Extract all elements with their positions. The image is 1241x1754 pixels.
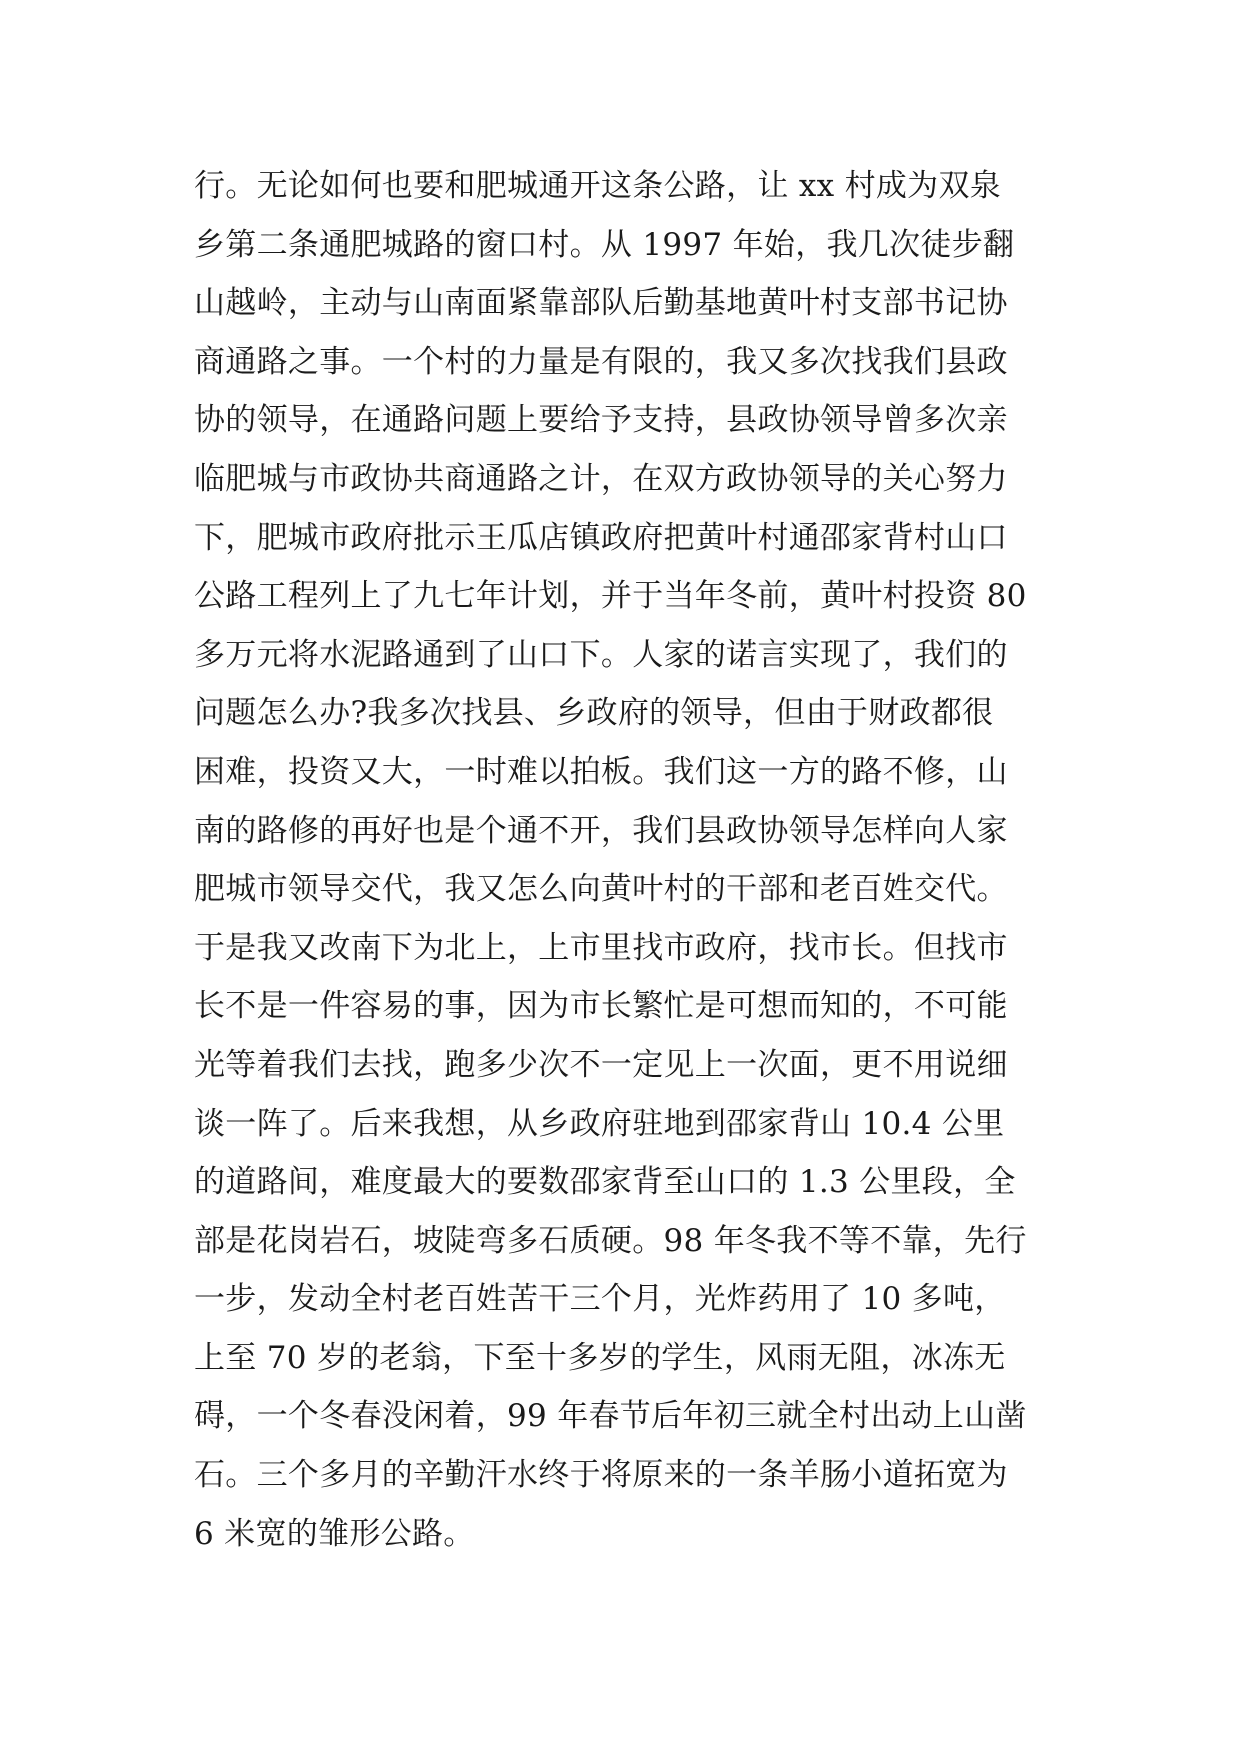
text-line: 谈一阵了。后来我想，从乡政府驻地到邵家背山 10.4 公里: [194, 1105, 1005, 1142]
text-line: 困难，投资又大，一时难以拍板。我们这一方的路不修，山: [194, 753, 1008, 790]
text-line: 临肥城与市政协共商通路之计，在双方政协领导的关心努力: [194, 460, 1008, 497]
text-line: 山越岭，主动与山南面紧靠部队后勤基地黄叶村支部书记协: [194, 285, 1008, 322]
text-line: 问题怎么办?我多次找县、乡政府的领导，但由于财政都很: [194, 695, 994, 732]
text-line: 一步，发动全村老百姓苦干三个月，光炸药用了 10 多吨，: [194, 1281, 1006, 1318]
text-line: 光等着我们去找，跑多少次不一定见上一次面，更不用说细: [194, 1046, 1008, 1083]
text-line: 公路工程列上了九七年计划，并于当年冬前，黄叶村投资 80: [194, 578, 1027, 615]
text-line: 乡第二条通肥城路的窗口村。从 1997 年始，我几次徒步翻: [194, 226, 1015, 263]
text-line: 于是我又改南下为北上，上市里找市政府，找市长。但找市: [194, 929, 1008, 966]
text-line: 肥城市领导交代，我又怎么向黄叶村的干部和老百姓交代。: [194, 871, 1008, 908]
text-line: 下，肥城市政府批示王瓜店镇政府把黄叶村通邵家背村山口: [194, 519, 1008, 556]
text-line: 部是花岗岩石，坡陡弯多石质硬。98 年冬我不等不靠，先行: [194, 1222, 1027, 1259]
text-line: 多万元将水泥路通到了山口下。人家的诺言实现了，我们的: [194, 636, 1008, 673]
body-text: [194, 157, 1074, 1563]
text-line: 南的路修的再好也是个通不开，我们县政协领导怎样向人家: [194, 812, 1008, 849]
text-line: 的道路间，难度最大的要数邵家背至山口的 1.3 公里段，全: [194, 1164, 1016, 1201]
text-line: 碍，一个冬春没闲着，99 年春节后年初三就全村出动上山凿: [194, 1398, 1027, 1435]
text-line: 上至 70 岁的老翁，下至十多岁的学生，风雨无阻，冰冻无: [194, 1339, 1006, 1376]
text-line: 协的领导，在通路问题上要给予支持，县政协领导曾多次亲: [194, 402, 1008, 439]
text-line: 行。无论如何也要和肥城通开这条公路，让 xx 村成为双泉: [194, 168, 1002, 204]
text-line: 石。三个多月的辛勤汗水终于将原来的一条羊肠小道拓宽为: [194, 1457, 1008, 1494]
text-line: 6 米宽的雏形公路。: [194, 1515, 475, 1552]
text-line: 商通路之事。一个村的力量是有限的，我又多次找我们县政: [194, 343, 1008, 380]
text-line: 长不是一件容易的事，因为市长繁忙是可想而知的，不可能: [194, 988, 1008, 1025]
